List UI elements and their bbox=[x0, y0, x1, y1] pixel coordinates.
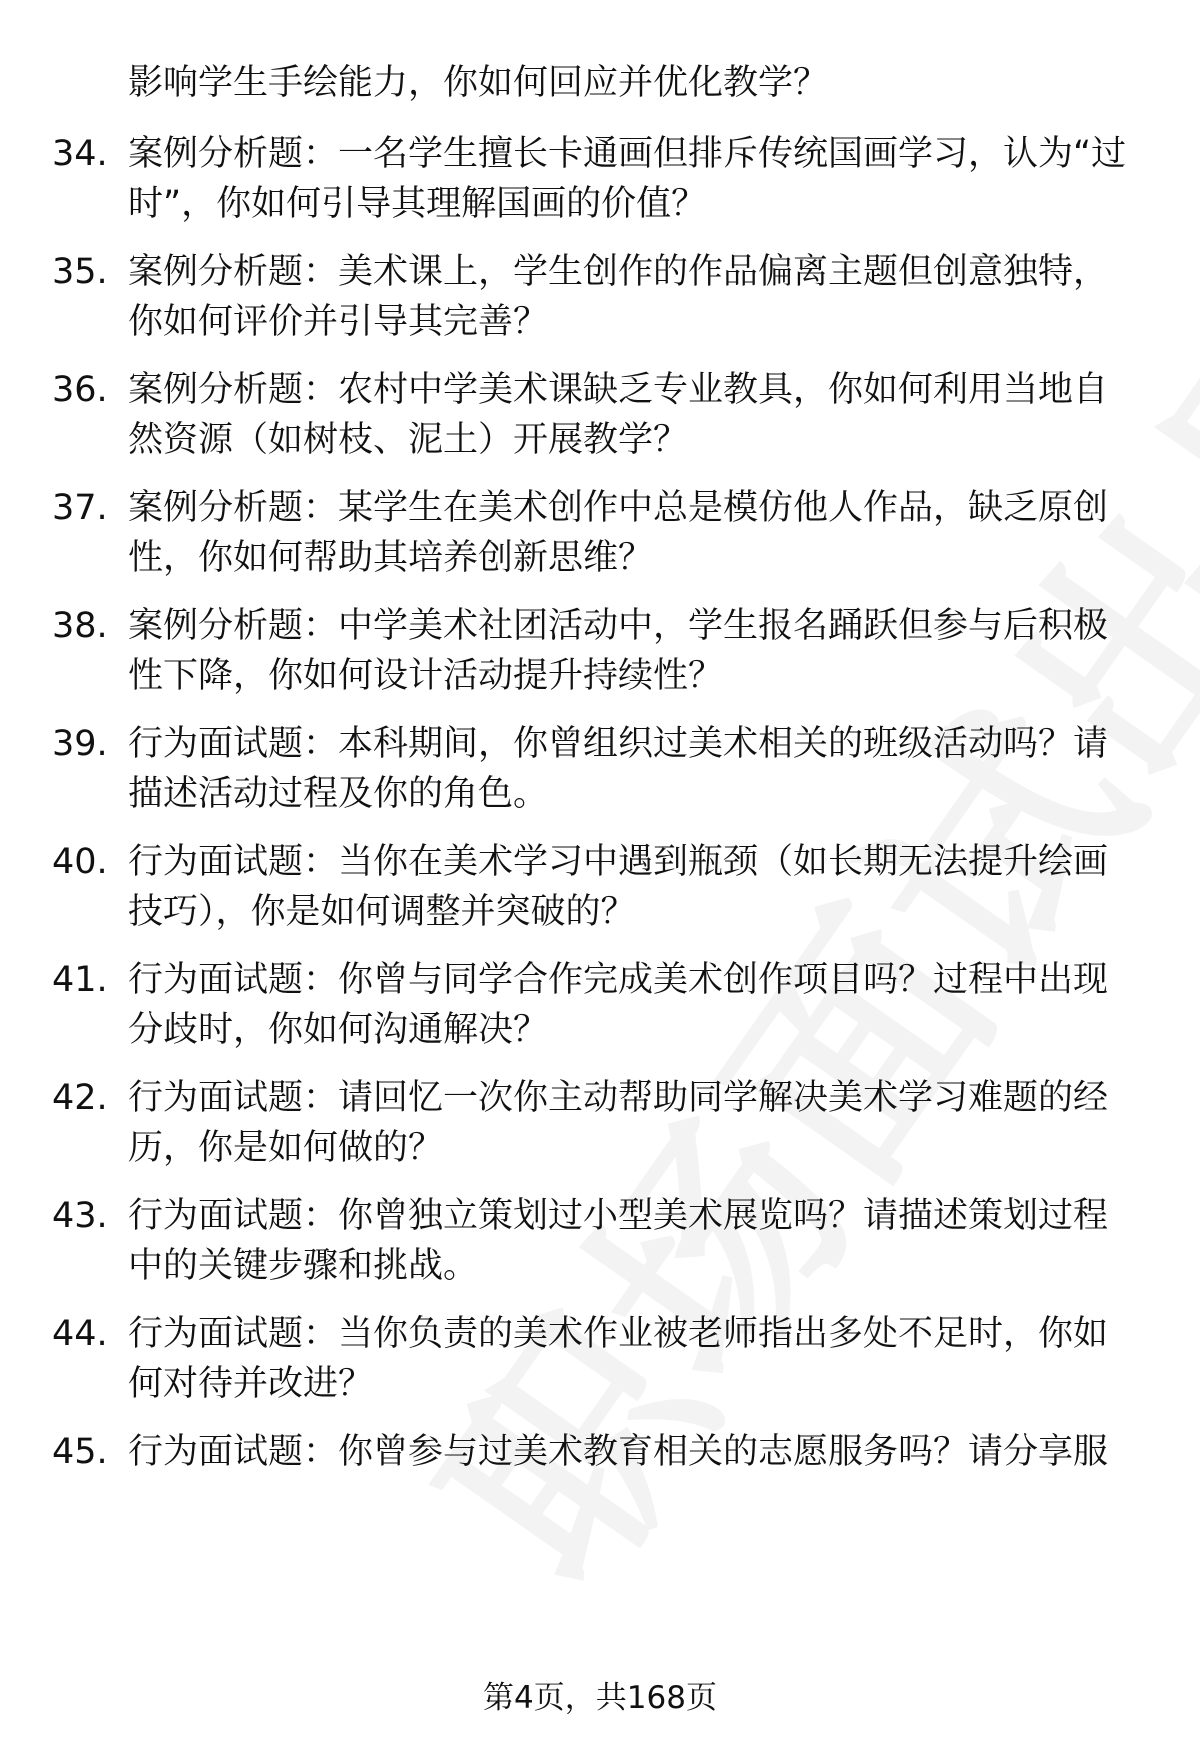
question-text: 行为面试题：请回忆一次你主动帮助同学解决美术学习难题的经历，你是如何做的？ bbox=[128, 1078, 1109, 1168]
question-number: 35. bbox=[52, 252, 108, 292]
question-text: 案例分析题：农村中学美术课缺乏专业教具，你如何利用当地自然资源（如树枝、泥土）开展教学？ bbox=[128, 370, 1109, 460]
question-number: 44. bbox=[52, 1314, 108, 1354]
question-number: 38. bbox=[52, 606, 108, 646]
question-text: 案例分析题：一名学生擅长卡通画但排斥传统国画学习，认为“过时”，你如何引导其理解国画的价值？ bbox=[128, 134, 1127, 224]
question-number: 34. bbox=[52, 134, 108, 174]
question-number: 45. bbox=[52, 1432, 108, 1472]
question-text: 行为面试题：你曾参与过美术教育相关的志愿服务吗？请分享服 bbox=[128, 1432, 1109, 1472]
page-number-footer: 第4页，共168页 bbox=[483, 1680, 717, 1716]
question-text: 行为面试题：你曾独立策划过小型美术展览吗？请描述策划过程中的关键步骤和挑战。 bbox=[128, 1196, 1109, 1286]
question-text: 行为面试题：当你在美术学习中遇到瓶颈（如长期无法提升绘画技巧），你是如何调整并突破的？ bbox=[128, 842, 1109, 932]
question-number: 37. bbox=[52, 488, 108, 528]
question-text: 案例分析题：中学美术社团活动中，学生报名踊跃但参与后积极性下降，你如何设计活动提升持续性？ bbox=[128, 606, 1109, 696]
continuation-text: 影响学生手绘能力，你如何回应并优化教学？ bbox=[128, 63, 829, 103]
question-text: 行为面试题：你曾与同学合作完成美术创作项目吗？过程中出现分歧时，你如何沟通解决？ bbox=[128, 960, 1109, 1050]
question-number: 36. bbox=[52, 370, 108, 410]
question-number: 40. bbox=[52, 842, 108, 882]
question-number: 43. bbox=[52, 1196, 108, 1236]
question-text: 行为面试题：当你负责的美术作业被老师指出多处不足时，你如何对待并改进？ bbox=[128, 1314, 1109, 1404]
question-number: 39. bbox=[52, 724, 108, 764]
question-number: 41. bbox=[52, 960, 108, 1000]
question-text: 案例分析题：某学生在美术创作中总是模仿他人作品，缺乏原创性，你如何帮助其培养创新思维？ bbox=[128, 488, 1109, 578]
question-text: 行为面试题：本科期间，你曾组织过美术相关的班级活动吗？请描述活动过程及你的角色。 bbox=[128, 724, 1109, 814]
question-text: 案例分析题：美术课上，学生创作的作品偏离主题但创意独特，你如何评价并引导其完善？ bbox=[128, 252, 1109, 342]
question-number: 42. bbox=[52, 1078, 108, 1118]
